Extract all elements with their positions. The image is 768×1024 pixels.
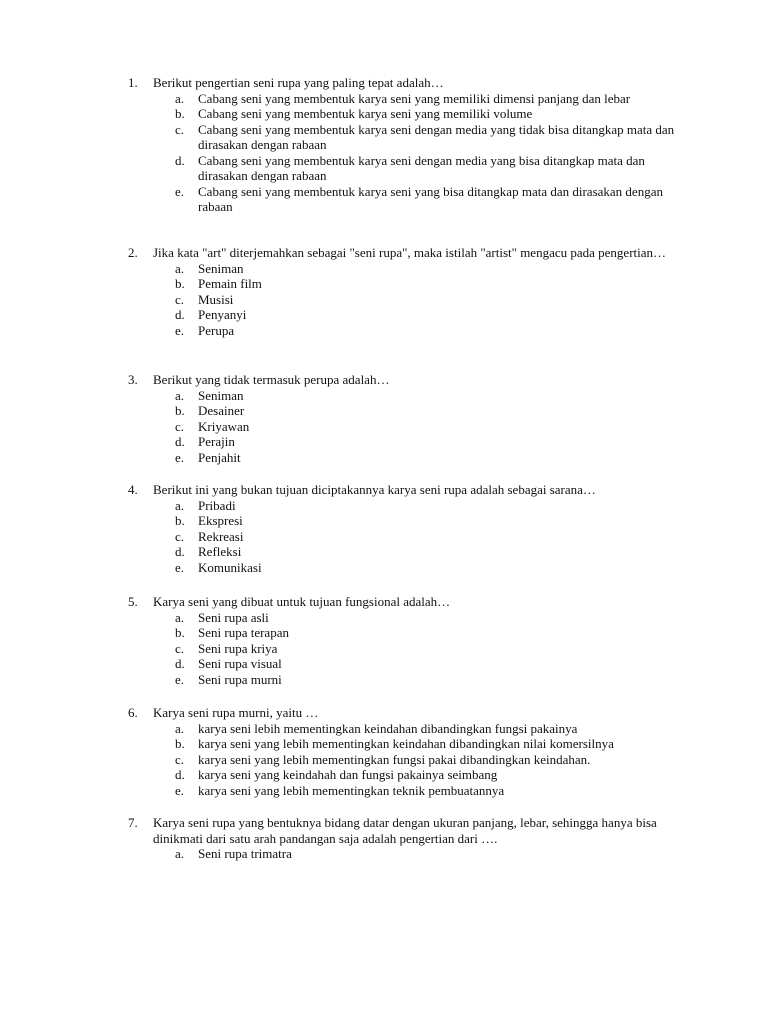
- question-1: [0, 75, 700, 215]
- option-e: [0, 560, 678, 576]
- question-number: 3.: [128, 372, 138, 387]
- question-stem: [0, 705, 700, 721]
- option-text: Cabang seni yang membentuk karya seni yang memiliki dimensi panjang dan lebar: [198, 90, 631, 106]
- option-letter: b.: [175, 736, 185, 751]
- option-b: [0, 106, 678, 122]
- option-letter: b.: [175, 625, 185, 640]
- question-4: [0, 482, 700, 575]
- option-text: Seni rupa asli: [198, 609, 269, 625]
- question-text: Karya seni yang dibuat untuk tujuan fungsional adalah…: [153, 594, 451, 609]
- option-letter: d.: [175, 152, 185, 168]
- option-letter: b.: [175, 403, 185, 418]
- option-a: [0, 610, 678, 626]
- question-3: [0, 372, 700, 465]
- option-text: Pribadi: [198, 497, 236, 513]
- option-letter: a.: [175, 260, 185, 276]
- option-letter: e.: [175, 559, 185, 575]
- option-d: [0, 434, 678, 450]
- question-stem: [0, 372, 700, 388]
- option-letter: c.: [175, 121, 185, 137]
- option-text: Rekreasi: [198, 528, 244, 544]
- question-number: 1.: [128, 75, 138, 90]
- question-text: Berikut yang tidak termasuk perupa adalah…: [153, 372, 390, 387]
- option-text: Seniman: [198, 260, 244, 276]
- option-b: [0, 403, 678, 419]
- question-stem: [0, 245, 700, 261]
- option-letter: c.: [175, 640, 185, 656]
- question-stem: [0, 815, 700, 846]
- option-text: Ekspresi: [198, 513, 243, 528]
- option-text: Refleksi: [198, 544, 242, 559]
- question-text: Karya seni rupa murni, yaitu …: [153, 705, 319, 720]
- option-text: karya seni yang lebih mementingkan teknik pembuatannya: [198, 782, 505, 798]
- option-d: [0, 767, 678, 783]
- question-number: 4.: [128, 482, 138, 497]
- option-e: [0, 184, 678, 215]
- option-text: Penjahit: [198, 449, 241, 465]
- option-e: [0, 450, 678, 466]
- option-letter: c.: [175, 528, 185, 544]
- option-a: [0, 498, 678, 514]
- option-e: [0, 783, 678, 799]
- option-letter: d.: [175, 656, 185, 671]
- option-text: Seni rupa terapan: [198, 625, 289, 640]
- option-b: [0, 276, 678, 292]
- option-list: [0, 721, 700, 799]
- option-text: Seni rupa visual: [198, 656, 282, 671]
- option-c: [0, 292, 678, 308]
- option-letter: e.: [175, 322, 185, 338]
- option-list: [0, 846, 700, 862]
- question-text: Berikut pengertian seni rupa yang paling tepat adalah…: [153, 75, 444, 90]
- option-c: [0, 641, 678, 657]
- option-a: [0, 91, 678, 107]
- option-text: Seni rupa trimatra: [198, 846, 292, 861]
- option-letter: b.: [175, 276, 185, 291]
- option-c: [0, 419, 678, 435]
- question-number: 7.: [128, 815, 138, 830]
- option-letter: e.: [175, 782, 185, 798]
- option-letter: d.: [175, 434, 185, 449]
- option-list: [0, 610, 700, 688]
- option-e: [0, 323, 678, 339]
- question-number: 5.: [128, 594, 138, 609]
- option-d: [0, 307, 678, 323]
- option-text: Cabang seni yang membentuk karya seni yang bisa ditangkap mata dan dirasakan dengan rabaan: [198, 183, 663, 214]
- option-letter: e.: [175, 183, 185, 199]
- option-text: karya seni yang keindahah dan fungsi pakainya seimbang: [198, 767, 498, 782]
- option-d: [0, 153, 678, 184]
- option-text: karya seni lebih mementingkan keindahan dibandingkan fungsi pakainya: [198, 720, 578, 736]
- option-letter: c.: [175, 418, 185, 434]
- question-stem: [0, 482, 700, 498]
- question-5: [0, 594, 700, 687]
- option-text: karya seni yang lebih mementingkan fungsi pakai dibandingkan keindahan.: [198, 751, 591, 767]
- option-letter: a.: [175, 497, 185, 513]
- option-list: [0, 498, 700, 576]
- option-letter: c.: [175, 291, 185, 307]
- question-7: [0, 815, 700, 862]
- option-text: Seniman: [198, 387, 244, 403]
- option-text: Seni rupa murni: [198, 671, 282, 687]
- option-letter: e.: [175, 449, 185, 465]
- option-letter: a.: [175, 609, 185, 625]
- option-text: Desainer: [198, 403, 245, 418]
- option-text: Seni rupa kriya: [198, 640, 278, 656]
- option-text: Cabang seni yang membentuk karya seni yang memiliki volume: [198, 106, 533, 121]
- option-text: Cabang seni yang membentuk karya seni dengan media yang bisa ditangkap mata dan dirasakan dengan rabaan: [198, 152, 645, 183]
- option-a: [0, 261, 678, 277]
- option-letter: d.: [175, 307, 185, 322]
- option-letter: e.: [175, 671, 185, 687]
- option-list: [0, 261, 700, 339]
- option-a: [0, 846, 678, 862]
- option-b: [0, 736, 678, 752]
- question-stem: [0, 75, 700, 91]
- option-c: [0, 752, 678, 768]
- option-letter: a.: [175, 720, 185, 736]
- question-6: [0, 705, 700, 798]
- option-list: [0, 388, 700, 466]
- question-text: Berikut ini yang bukan tujuan diciptakannya karya seni rupa adalah sebagai sarana…: [153, 482, 596, 497]
- option-e: [0, 672, 678, 688]
- option-text: Pemain film: [198, 276, 262, 291]
- option-a: [0, 388, 678, 404]
- question-stem: [0, 594, 700, 610]
- option-c: [0, 529, 678, 545]
- option-a: [0, 721, 678, 737]
- option-d: [0, 544, 678, 560]
- question-text: Jika kata "art" diterjemahkan sebagai "seni rupa", maka istilah "artist" mengacu pada pengertian…: [153, 245, 667, 260]
- question-number: 6.: [128, 705, 138, 720]
- option-letter: a.: [175, 90, 185, 106]
- option-text: Penyanyi: [198, 307, 247, 322]
- option-letter: b.: [175, 513, 185, 528]
- option-letter: d.: [175, 544, 185, 559]
- question-2: [0, 245, 700, 338]
- option-text: Komunikasi: [198, 559, 262, 575]
- option-b: [0, 625, 678, 641]
- option-letter: a.: [175, 846, 185, 861]
- option-text: Musisi: [198, 291, 234, 307]
- option-c: [0, 122, 678, 153]
- option-letter: a.: [175, 387, 185, 403]
- option-letter: c.: [175, 751, 185, 767]
- question-number: 2.: [128, 245, 138, 260]
- option-letter: d.: [175, 767, 185, 782]
- option-b: [0, 513, 678, 529]
- option-text: Perupa: [198, 322, 235, 338]
- option-d: [0, 656, 678, 672]
- option-text: Kriyawan: [198, 418, 250, 434]
- option-letter: b.: [175, 106, 185, 121]
- option-text: karya seni yang lebih mementingkan keindahan dibandingkan nilai komersilnya: [198, 736, 614, 751]
- question-text: Karya seni rupa yang bentuknya bidang datar dengan ukuran panjang, lebar, sehingga hanya bisa dinikmati dari satu arah pandangan saja adalah pengertian dari ….: [153, 815, 657, 846]
- option-list: [0, 91, 700, 215]
- option-text: Cabang seni yang membentuk karya seni dengan media yang tidak bisa ditangkap mata dan dirasakan dengan rabaan: [198, 121, 675, 152]
- option-text: Perajin: [198, 434, 235, 449]
